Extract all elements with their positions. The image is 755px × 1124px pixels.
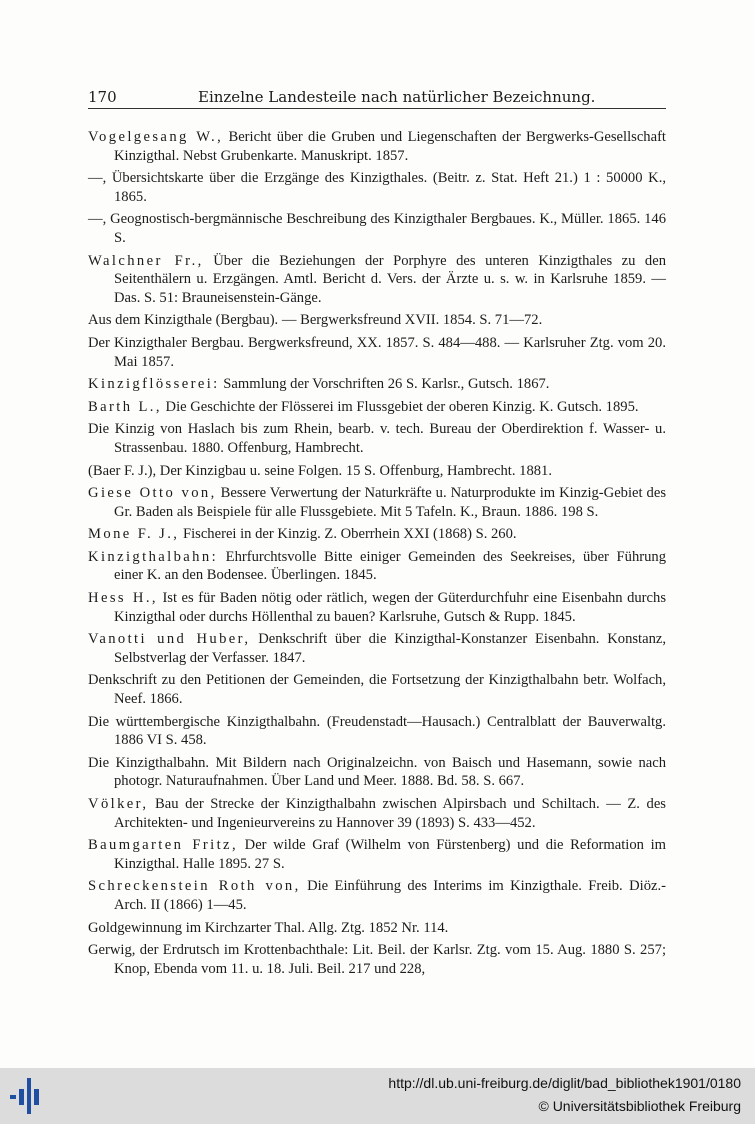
page-number: 170: [88, 88, 117, 106]
header-rule: [88, 108, 666, 109]
entry-text: Ehrfurchtsvolle Bitte einiger Gemeinden des Seekreises, über Führung einer K. an den Bodensee. Überlingen. 1845.: [114, 548, 666, 584]
bibliography-entry: [88, 462, 666, 481]
entry-text: Sammlung der Vorschriften 26 S. Karlsr., Gutsch. 1867.: [219, 376, 550, 393]
entry-author: Baumgarten Fritz,: [88, 837, 238, 854]
footer-bar: [0, 1068, 755, 1124]
bibliography-entry: [88, 589, 666, 626]
entry-text: Denkschrift über die Kinzigthal-Konstanzer Eisenbahn. Konstanz, Selbstverlag der Verfasser. 1847.: [114, 631, 666, 666]
entry-text: Der wilde Graf (Wilhelm von Fürstenberg) und die Reformation im Kinzigthal. Halle 1895. 27 S.: [114, 837, 666, 872]
bibliography-entry: [88, 713, 666, 750]
entry-text: Ist es für Baden nötig oder rätlich, wegen der Güterdurchfuhr eine Eisenbahn durchs Kinzigthal oder durchs Höllenthal zu bauen? Karlsruhe, Gutsch & Rupp. 1845.: [114, 590, 666, 625]
bibliography-entry: [88, 169, 666, 206]
bibliography-entry: [88, 128, 666, 165]
bibliography-entry: [88, 836, 666, 873]
bibliography-entry: [88, 919, 666, 938]
bibliography-entry: [88, 548, 666, 585]
bibliography-entry: [88, 210, 666, 247]
entry-text: Der Kinzigthaler Bergbau. Bergwerksfreund, XX. 1857. S. 484—488. — Karlsruher Ztg. vom 20. Mai 1857.: [88, 334, 666, 370]
entry-author: Vogelgesang W.,: [88, 129, 224, 145]
bibliography-entry: [88, 420, 666, 457]
entry-author: Mone F. J.,: [88, 526, 180, 543]
entry-text: Die Kinzigthalbahn. Mit Bildern nach Originalzeichn. von Baisch und Hasemann, sowie nach photogr. Naturaufnahmen. Über Land und Meer. 1888. Bd. 58. S. 667.: [88, 754, 666, 790]
bibliography-entry: [88, 877, 666, 914]
entry-text: —, Geognostisch-bergmännische Beschreibung des Kinzigthaler Bergbaues. K., Müller. 1865. 146 S.: [88, 211, 666, 246]
page-header: [88, 88, 666, 110]
bibliography-entry: [88, 795, 666, 832]
bibliography-entry: [88, 754, 666, 791]
entry-text: Aus dem Kinzigthale (Bergbau). — Bergwerksfreund XVII. 1854. S. 71—72.: [88, 312, 543, 329]
entry-text: Die württembergische Kinzigthalbahn. (Freudenstadt—Hausach.) Centralblatt der Bauverwaltg. 1886 VI S. 458.: [88, 713, 666, 749]
entry-text: (Baer F. J.), Der Kinzigbau u. seine Folgen. 15 S. Offenburg, Hambrecht. 1881.: [88, 462, 552, 479]
entry-author: Kinzigflösserei:: [88, 376, 220, 393]
entry-text: Goldgewinnung im Kirchzarter Thal. Allg. Ztg. 1852 Nr. 114.: [88, 919, 449, 936]
entry-text: Denkschrift zu den Petitionen der Gemeinden, die Fortsetzung der Kinzigthalbahn betr. Wolfach, Neef. 1866.: [88, 672, 666, 708]
bibliography-entry: [88, 398, 666, 417]
bibliography-entry: [88, 941, 666, 978]
entry-text: Bericht über die Gruben und Liegenschaften der Bergwerks-Gesellschaft Kinzigthal. Nebst Grubenkarte. Manuskript. 1857.: [114, 129, 666, 164]
entry-text: Gerwig, der Erdrutsch im Krottenbachthale: Lit. Beil. der Karlsr. Ztg. vom 15. Aug. 1880 S. 257; Knop, Ebenda vom 11. u. 18. Juli. Beil. 217 und 228,: [88, 942, 666, 977]
entry-author: Völker,: [88, 796, 149, 812]
bibliography-list: [88, 128, 666, 982]
entry-text: Bau der Strecke der Kinzigthalbahn zwischen Alpirsbach und Schiltach. — Z. des Architekten- und Ingenieurvereins zu Hannover 39 (1893) S. 433—452.: [114, 796, 666, 831]
entry-author: Vanotti und Huber,: [88, 631, 251, 648]
entry-author: Giese Otto von,: [88, 485, 217, 502]
entry-text: Die Kinzig von Haslach bis zum Rhein, bearb. v. tech. Bureau der Oberdirektion f. Wasser- u. Strassenbau. 1880. Offenburg, Hambrecht.: [88, 421, 666, 456]
entry-author: Barth L.,: [88, 398, 162, 415]
bibliography-entry: [88, 311, 666, 330]
bibliography-entry: [88, 334, 666, 371]
entry-text: —, Übersichtskarte über die Erzgänge des Kinzigthales. (Beitr. z. Stat. Heft 21.) 1 : 50000 K., 1865.: [88, 170, 666, 205]
entry-author: Walchner Fr.,: [88, 252, 204, 269]
copyright-text: © Universitätsbibliothek Freiburg: [538, 1098, 741, 1114]
bibliography-entry: [88, 484, 666, 521]
bibliography-entry: [88, 375, 666, 394]
permalink-url[interactable]: http://dl.ub.uni-freiburg.de/diglit/bad_bibliothek1901/0180: [388, 1075, 741, 1091]
entry-text: Fischerei in der Kinzig. Z. Oberrhein XXI (1868) S. 260.: [179, 526, 517, 543]
bibliography-entry: [88, 671, 666, 708]
bibliography-entry: [88, 630, 666, 667]
entry-author: Schreckenstein Roth von,: [88, 878, 301, 895]
entry-text: Über die Beziehungen der Porphyre des unteren Kinzigthales zu den Seitenthälern u. Erzgängen. Amtl. Bericht d. Vers. der Ärzte u. s. w. in Karlsruhe 1859. — Das. S. 51: Brauneisenstein-Gänge.: [114, 252, 666, 306]
entry-text: Die Geschichte der Flösserei im Flussgebiet der oberen Kinzig. K. Gutsch. 1895.: [161, 398, 639, 415]
entry-text: Bessere Verwertung der Naturkräfte u. Naturprodukte im Kinzig-Gebiet des Gr. Baden als Beispiele für alle Flussgebiete. Mit 5 Tafeln. K., Braun. 1886. 198 S.: [114, 485, 666, 520]
entry-author: Hess H.,: [88, 590, 158, 607]
bibliography-entry: [88, 252, 666, 308]
bibliography-entry: [88, 525, 666, 544]
library-logo-icon: [10, 1078, 42, 1114]
entry-text: Die Einführung des Interims im Kinzigthale. Freib. Diöz.-Arch. II (1866) 1—45.: [114, 878, 666, 913]
running-title: Einzelne Landesteile nach natürlicher Bezeichnung.: [198, 88, 596, 106]
entry-author: Kinzigthalbahn:: [88, 548, 219, 565]
